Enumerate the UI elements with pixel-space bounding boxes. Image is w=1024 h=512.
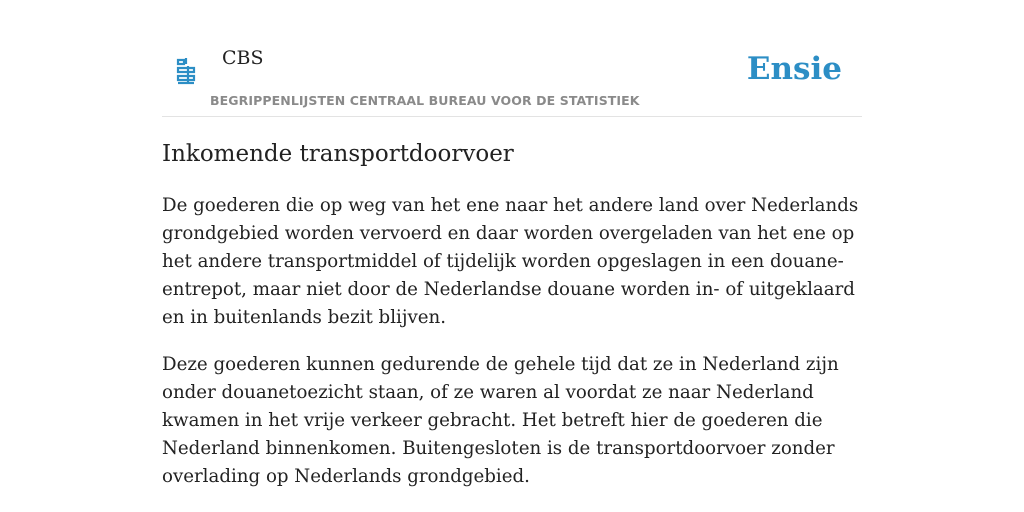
cbs-logo-icon[interactable] — [174, 56, 198, 86]
definition-paragraph: Deze goederen kunnen gedurende de gehele tijd dat ze in Nederland zijn onder douanetoezicht staan, of ze waren al voordat ze naar Nederland kwamen in het vrije verkeer gebracht. Het betreft hier de goederen die Nederland binnenkomen. Buitengesloten is de transportdoorvoer zonder overlading op Nederlands grondgebied. — [162, 354, 839, 487]
term-title: Inkomende transportdoorvoer — [162, 141, 514, 167]
org-name[interactable]: CBS — [222, 47, 264, 69]
header — [162, 0, 862, 117]
term-definition — [162, 192, 862, 510]
site-subtitle: BEGRIPPENLIJSTEN CENTRAAL BUREAU VOOR DE STATISTIEK — [210, 93, 640, 108]
definition-paragraph: De goederen die op weg van het ene naar het andere land over Nederlands grondgebied worden vervoerd en daar worden overgeladen van het ene op het andere transportmiddel of tijdelijk worden opgeslagen in een douane-entrepot, maar niet door de Nederlandse douane worden in- of uitgeklaard en in buitenlands bezit blijven. — [162, 195, 859, 328]
ensie-brand-link[interactable]: Ensie — [746, 51, 842, 87]
